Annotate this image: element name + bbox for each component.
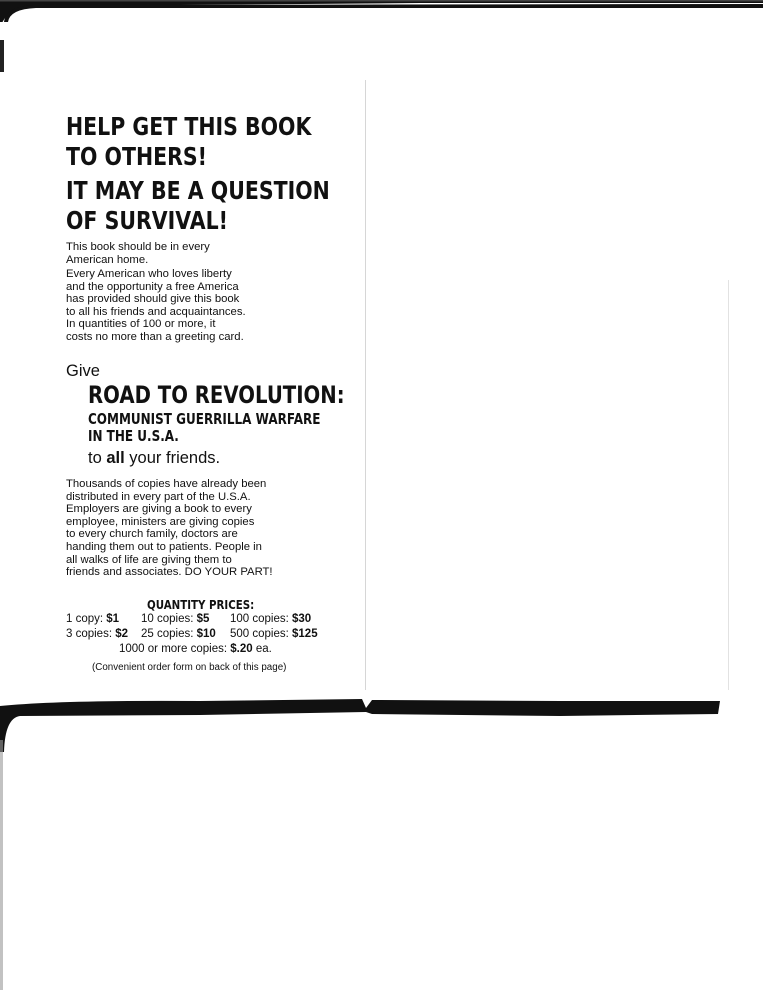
- body-paragraph: [66, 478, 273, 579]
- text-line: to all his friends and acquaintances.: [66, 305, 246, 318]
- book-subtitle-line-1: COMMUNIST GUERRILLA WARFARE: [88, 410, 321, 428]
- scan-left-mark: [0, 40, 4, 72]
- text-line: friends and associates. DO YOUR PART!: [66, 566, 273, 579]
- price-value: $2: [115, 628, 129, 640]
- text-line: American home.: [66, 253, 149, 266]
- book-title: ROAD TO REVOLUTION:: [88, 381, 345, 409]
- intro-paragraph-2: [66, 268, 246, 344]
- price-label: 1 copy:: [66, 613, 107, 625]
- text-line: and the opportunity a free America: [66, 280, 239, 293]
- text-line: employee, ministers are giving copies: [66, 515, 255, 528]
- book-subtitle: [88, 411, 320, 445]
- price-value: $125: [292, 628, 318, 640]
- page-fold-line: [365, 80, 366, 690]
- text-line: has provided should give this book: [66, 293, 240, 306]
- price-value: $5: [196, 613, 210, 625]
- friends-all: all: [106, 449, 125, 467]
- headline-line-2: TO OTHERS!: [66, 142, 208, 171]
- price-suffix: ea.: [252, 643, 272, 655]
- friends-post: your friends.: [124, 449, 221, 467]
- intro-paragraph-1: [66, 241, 210, 266]
- price-label: 3 copies:: [66, 628, 116, 640]
- headline-line-4: OF SURVIVAL!: [66, 206, 229, 235]
- price-10-copies: [141, 613, 209, 625]
- book-subtitle-line-2: IN THE U.S.A.: [88, 427, 179, 445]
- headline-line-3: IT MAY BE A QUESTION: [66, 176, 330, 205]
- scan-top-edge: [0, 0, 763, 22]
- price-3-copies: [66, 628, 128, 640]
- price-500-copies: [230, 628, 318, 640]
- text-line: Every American who loves liberty: [66, 268, 232, 280]
- price-label: 100 copies:: [230, 613, 293, 625]
- order-form-note: (Convenient order form on back of this page): [92, 662, 287, 673]
- headline-bottom: [66, 176, 330, 236]
- price-value: $1: [106, 613, 120, 625]
- text-line: In quantities of 100 or more, it: [66, 318, 216, 331]
- text-line: distributed in every part of the U.S.A.: [66, 490, 251, 503]
- text-line: handing them out to patients. People in: [66, 540, 262, 553]
- scan-middle-edge: [0, 692, 763, 752]
- price-label: 1000 or more copies:: [119, 643, 231, 655]
- scan-right-edge: [728, 280, 729, 690]
- price-value: $.20: [230, 643, 253, 655]
- price-label: 10 copies:: [141, 613, 197, 625]
- price-25-copies: [141, 628, 216, 640]
- headline-top: [66, 112, 311, 172]
- text-line: This book should be in every: [66, 241, 210, 253]
- text-line: costs no more than a greeting card.: [66, 330, 244, 343]
- price-1000-copies: [119, 643, 272, 655]
- scan-left-edge: [0, 740, 3, 990]
- text-line: all walks of life are giving them to: [66, 553, 232, 566]
- quantity-prices-title: QUANTITY PRICES:: [147, 597, 255, 612]
- friends-pre: to: [88, 449, 107, 467]
- price-label: 500 copies:: [230, 628, 293, 640]
- headline-line-1: HELP GET THIS BOOK: [66, 112, 312, 141]
- price-value: $10: [196, 628, 216, 640]
- price-1-copy: [66, 613, 119, 625]
- text-line: to every church family, doctors are: [66, 528, 238, 541]
- friends-line: [88, 449, 220, 468]
- text-line: Employers are giving a book to every: [66, 503, 252, 516]
- price-100-copies: [230, 613, 311, 625]
- price-label: 25 copies:: [141, 628, 197, 640]
- price-value: $30: [292, 613, 312, 625]
- text-line: Thousands of copies have already been: [66, 478, 267, 490]
- give-label: Give: [66, 362, 100, 380]
